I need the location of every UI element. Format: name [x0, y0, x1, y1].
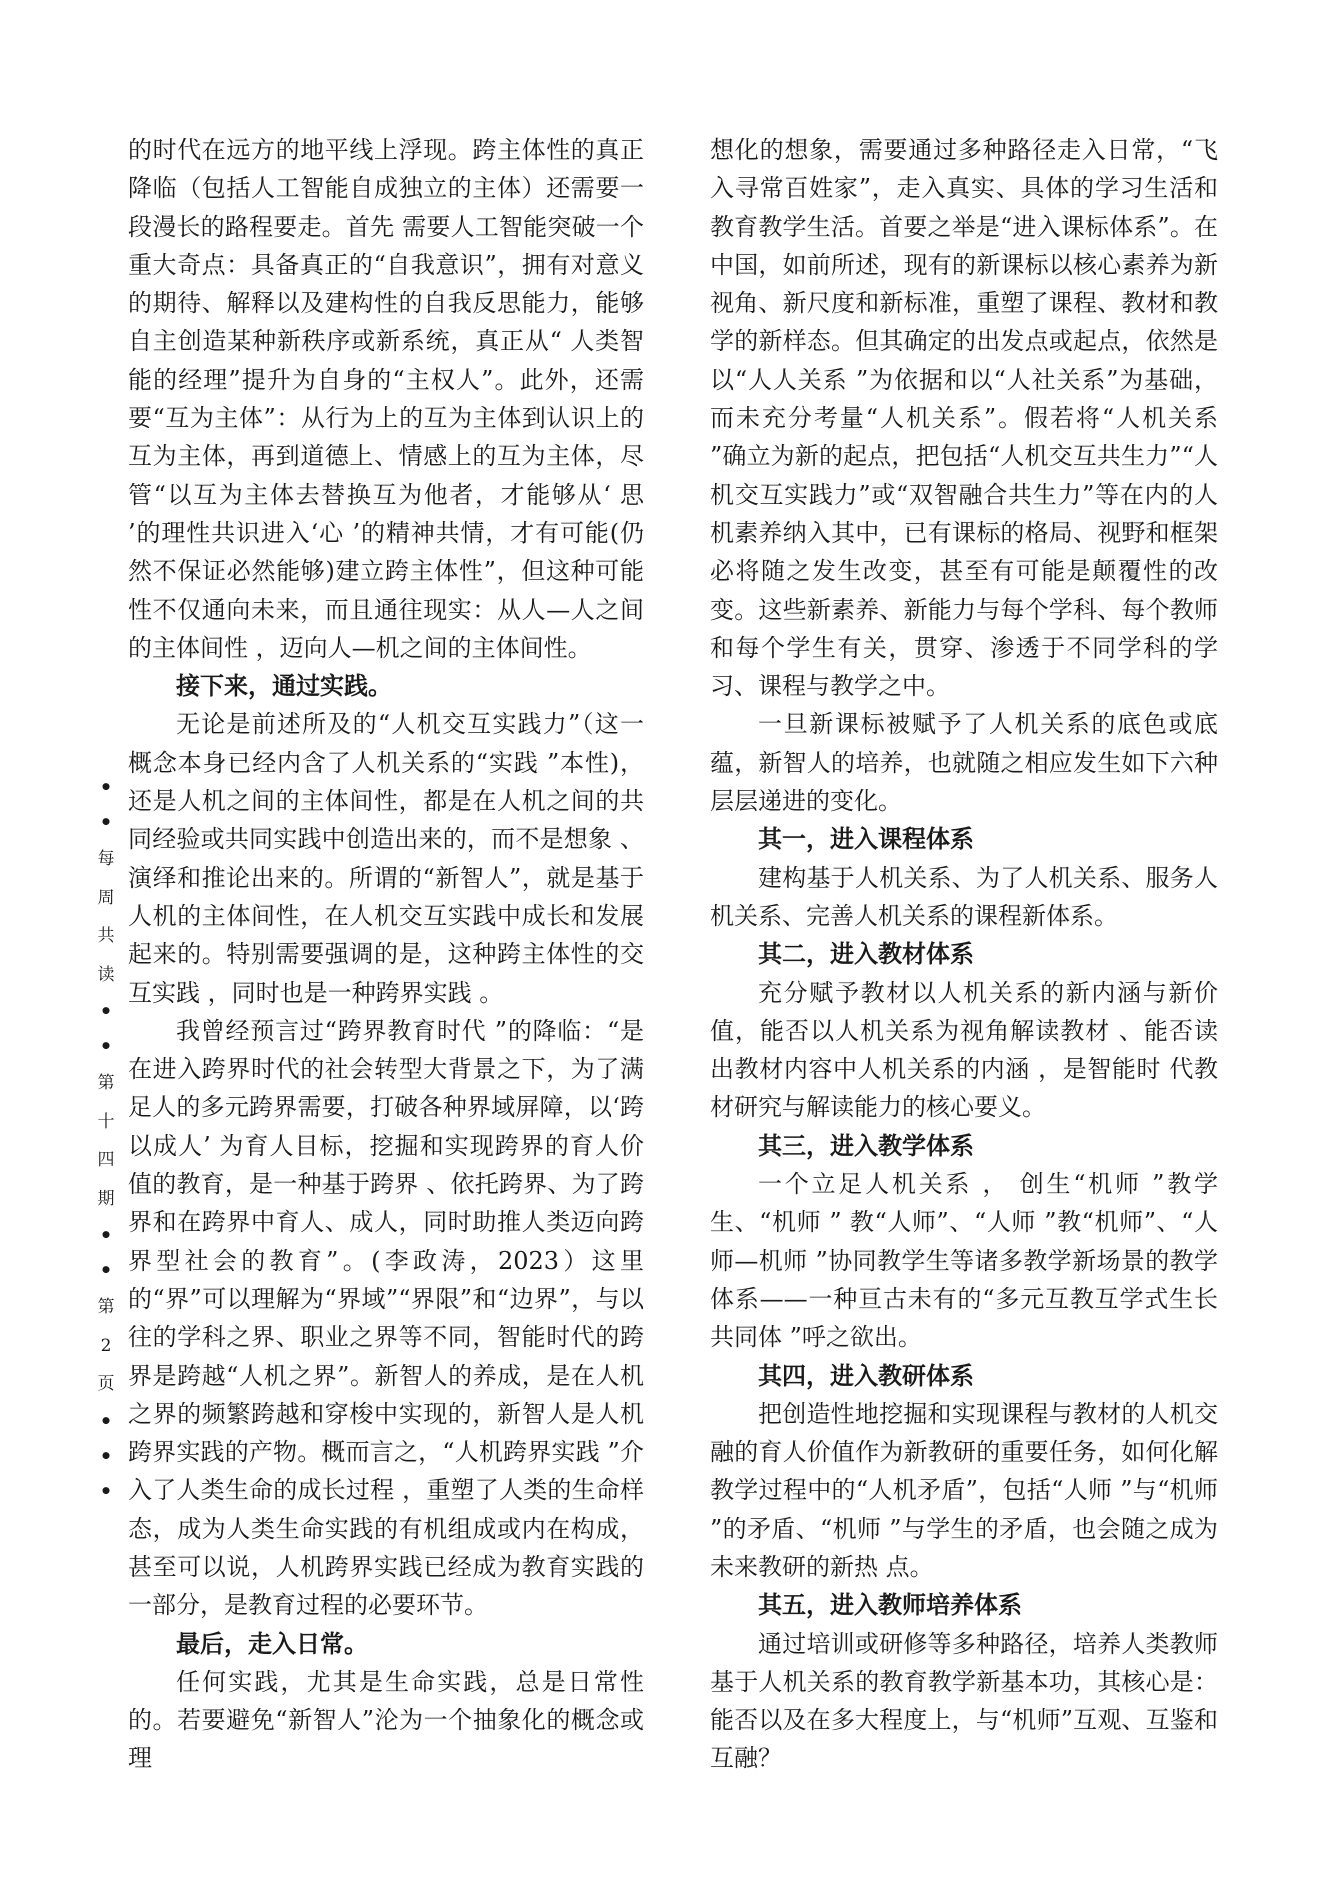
sidebar-dot: • — [99, 1408, 113, 1433]
sidebar-dot: • — [99, 999, 113, 1023]
sidebar-char: 周 — [97, 887, 115, 908]
sidebar-char: 共 — [97, 926, 115, 946]
sidebar-char: 第 — [97, 1297, 115, 1317]
sidebar-char: 四 — [97, 1150, 115, 1170]
section-heading: 其三，进入教学体系 — [758, 1130, 974, 1160]
sidebar-dot: • — [99, 1258, 113, 1282]
paragraph: 的时代在远方的地平线上浮现。跨主体性的真正降临（包括人工智能自成独立的主体）还需要一段漫长的路程要走。首先 需要人工智能突破一个重大奇点：具备真正的“自我意识”，拥有对意义的期待、解释以及建构性的自我反思能力，能够自主创造某种新秩序或新系统，真正从“ 人类智能的经理”提升为自身的“主权人”。此外，还需要“互为主体”：从行为上的互为主体到认识上的互为主体，再到道德上、情感上的互为主体，尽管“以互为主体去替换互为他者，才能够从‘ 思 ’的理性共识进入‘心 ’的精神共情，才有可能(仍然不保证必然能够)建立跨主体性”，但这种可能性不仅通向未来，而且通往现实：从人—人之间的主体间性 ，迈向人—机之间的主体间性。 — [128, 136, 644, 662]
paragraph: 一旦新课标被赋予了人机关系的底色或底蕴，新智人的培养，也就随之相应发生如下六种层层递进的变化。 — [710, 710, 1218, 816]
paragraph: 把创造性地挖掘和实现课程与教材的人机交融的育人价值作为新教研的重要任务，如何化解教学过程中的“人机矛盾”，包括“人师 ”与“机师 ”的矛盾、“机师 ”与学生的矛盾，也会随之成为未来教研的新热 点。 — [710, 1399, 1218, 1581]
sidebar-dot: • — [99, 1443, 113, 1468]
sidebar-dot: • — [99, 1478, 113, 1503]
paragraph: 想化的想象，需要通过多种路径走入日常，“飞入寻常百姓家”，走入真实、具体的学习生活和教育教学生活。首要之举是“进入课标体系”。在中国，如前所述，现有的新课标以核心素养为新视角、新尺度和新标准，重塑了课程、教材和教学的新样态。但其确定的出发点或起点，依然是以“人人关系 ”为依据和以“人社关系”为基础，而未充分考量“人机关系”。假若将“人机关系 ”确立为新的起点，把包括“人机交互共生力”“人机交互实践力”或“双智融合共生力”等在内的人机素养纳入其中，已有课标的格局、视野和框架必将随之发生改变，甚至有可能是颠覆性的改变。这些新素养、新能力与每个学科、每个教师和每个学生有关，贯穿、渗透于不同学科的学习、课程与教学之中。 — [710, 136, 1218, 701]
paragraph: 任何实践，尤其是生命实践，总是日常性的。若要避免“新智人”沦为一个抽象化的概念或理 — [128, 1667, 644, 1773]
paragraph: 通过培训或研修等多种路径，培养人类教师基于人机关系的教育教学新基本功，其核心是：能否以及在多大程度上，与“机师”互观、互鉴和互融？ — [710, 1629, 1218, 1773]
sidebar-char: 读 — [97, 964, 115, 985]
sidebar-issue-marker — [92, 770, 120, 1509]
sidebar-dot: • — [99, 1223, 113, 1247]
sidebar-char: 每 — [97, 849, 115, 869]
sidebar-char: 页 — [97, 1374, 115, 1394]
paragraph: 一个立足人机关系 ， 创生“机师 ”教学生、“机师 ” 教“人师”、“人师 ”教“机师”、“人师—机师 ”协同教学生等诸多教学新场景的教学体系——一种亘古未有的“多元互教互学式生长共同体 ”呼之欲出。 — [710, 1170, 1218, 1352]
section-heading: 其二，进入教材体系 — [758, 939, 974, 969]
section-heading: 其五，进入教师培养体系 — [758, 1590, 1022, 1620]
section-heading: 接下来，通过实践。 — [176, 671, 392, 701]
section-heading: 其一，进入课程体系 — [758, 824, 974, 854]
paragraph: 充分赋予教材以人机关系的新内涵与新价值，能否以人机关系为视角解读教材 、能否读出教材内容中人机关系的内涵 ，是智能时 代教材研究与解读能力的核心要义。 — [710, 978, 1218, 1122]
sidebar-dot: • — [99, 1034, 113, 1058]
sidebar-char: 期 — [97, 1188, 115, 1209]
sidebar-char: 十 — [97, 1111, 115, 1132]
section-heading: 其四，进入教研体系 — [758, 1360, 974, 1390]
right-column — [710, 131, 1218, 1778]
left-column — [128, 131, 644, 1778]
paragraph: 无论是前述所及的“人机交互实践力”（这一概念本身已经内含了人机关系的“实践 ”本性)，还是人机之间的主体间性，都是在人机之间的共同经验或共同实践中创造出来的，而不是想象 、演绎和推论出来的。所谓的“新智人”，就是基于人机的主体间性，在人机交互实践中成长和发展起来的。特别需要强调的是，这种跨主体性的交互实践 ，同时也是一种跨界实践 。 — [128, 710, 644, 1007]
paragraph: 我曾经预言过“跨界教育时代 ”的降临：“是在进入跨界时代的社会转型大背景之下，为了满足人的多元跨界需要，打破各种界域屏障，以‘跨以成人’ 为育人目标，挖掘和实现跨界的育人价值的教育，是一种基于跨界 、依托跨界、为了跨界和在跨界中育人、成人，同时助推人类迈向跨界型社会的教育”。(李政涛，2023）这里的“界”可以理解为“界域”“界限”和“边界”，与以往的学科之界、职业之界等不同，智能时代的跨界是跨越“人机之界”。新智人的养成，是在人机之界的频繁跨越和穿梭中实现的，新智人是人机跨界实践的产物。概而言之，“人机跨界实践 ”介入了人类生命的成长过程 ，重塑了人类的生命样态，成为人类生命实践的有机组成或内在构成，甚至可以说，人机跨界实践已经成为教育实践的一部分，是教育过程的必要环节。 — [128, 1016, 644, 1620]
paragraph: 建构基于人机关系、为了人机关系、服务人机关系、完善人机关系的课程新体系。 — [710, 863, 1218, 930]
section-heading: 最后，走入日常。 — [176, 1628, 368, 1658]
sidebar-char: 2 — [100, 1335, 112, 1356]
sidebar-dot: • — [99, 810, 113, 834]
sidebar-char: 第 — [97, 1073, 115, 1093]
sidebar-dot: • — [99, 775, 113, 799]
